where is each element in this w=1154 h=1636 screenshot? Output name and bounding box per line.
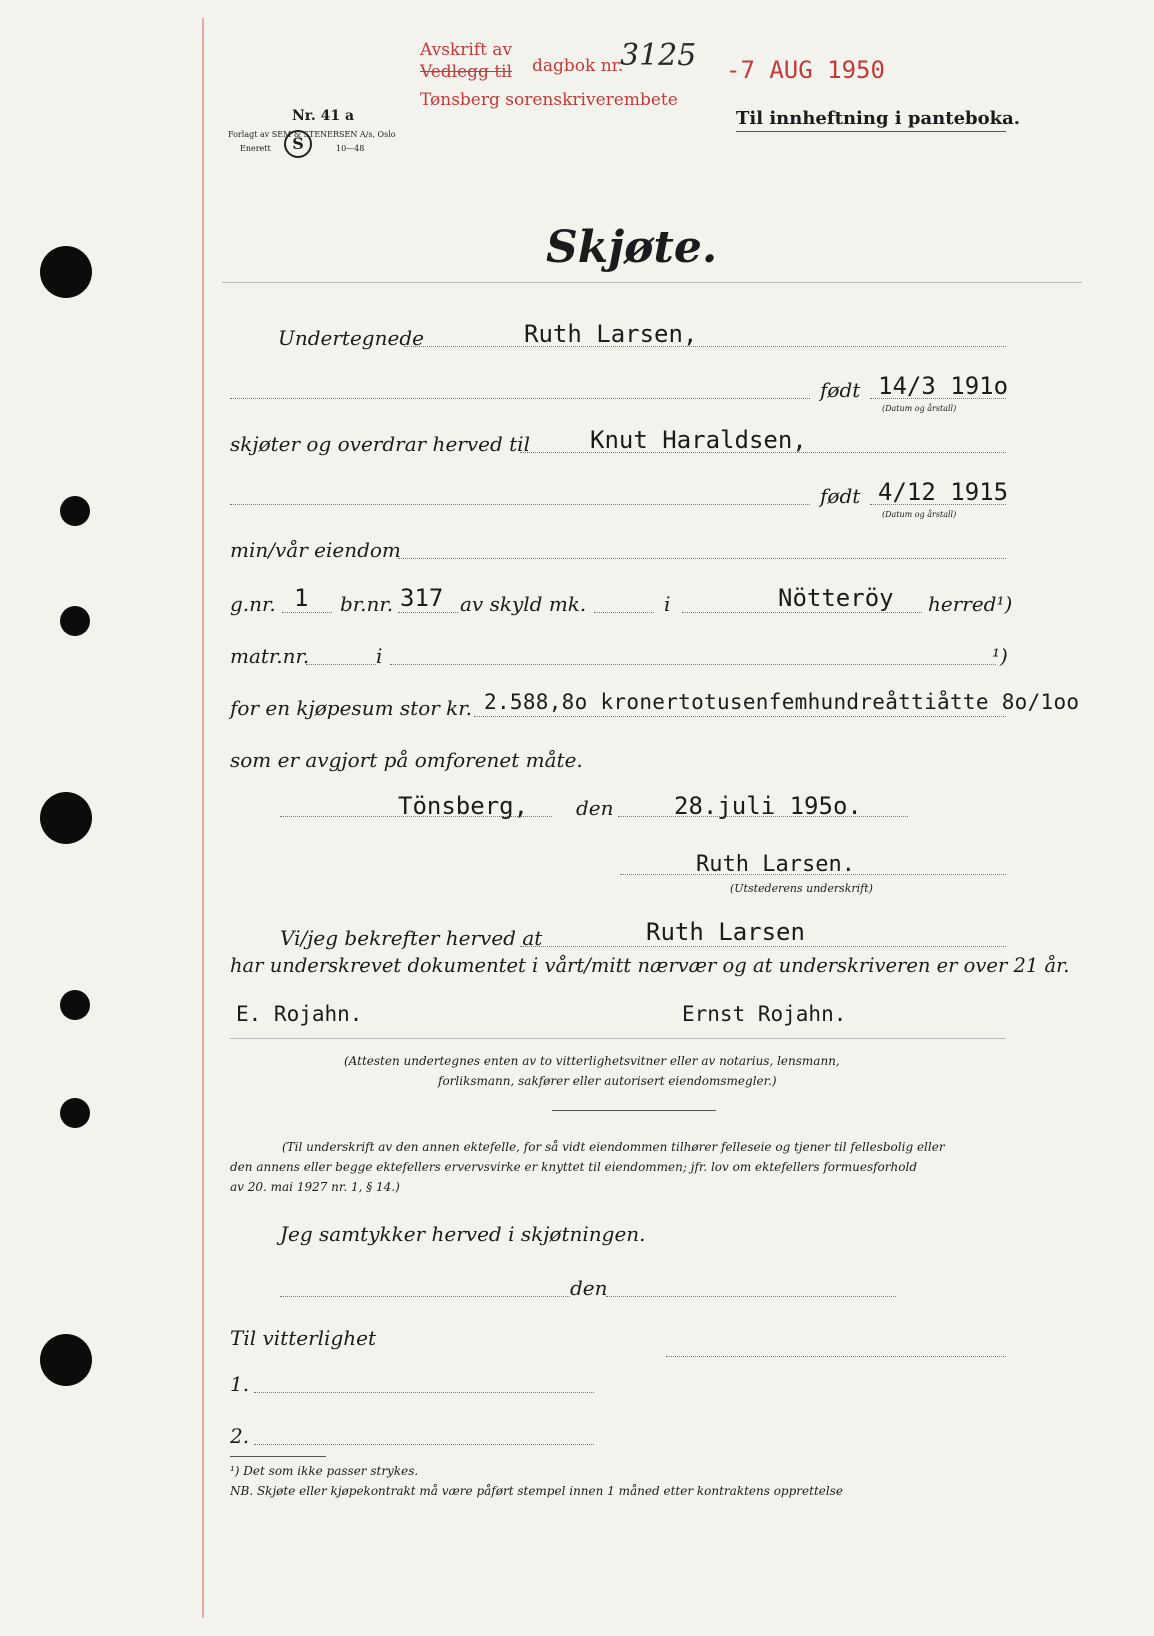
date-hint-2: (Datum og årstall)	[882, 510, 957, 519]
undersigned-line	[404, 346, 1006, 347]
matr-place-line	[390, 664, 996, 665]
witness-2: Ernst Rojahn.	[682, 1002, 847, 1026]
signature-hint: (Utstederens underskrift)	[730, 882, 873, 895]
transfer-label: skjøter og overdrar herved til	[230, 432, 530, 456]
witness-1-label: 1.	[230, 1372, 250, 1396]
i-label: i	[664, 592, 671, 616]
witness-1: E. Rojahn.	[236, 1002, 363, 1026]
matr-line	[306, 664, 376, 665]
date-hint-1: (Datum og årstall)	[882, 404, 957, 413]
settled-text: som er avgjort på omforenet måte.	[230, 748, 583, 772]
undersigned-value: Ruth Larsen,	[524, 320, 698, 348]
witness-heading: Til vitterlighet	[230, 1326, 377, 1350]
witness-2-label: 2.	[230, 1424, 250, 1448]
binder-hole	[60, 990, 90, 1020]
born-value-2: 4/12 1915	[878, 478, 1009, 506]
brnr-value: 317	[400, 584, 444, 612]
stamp-line2-struck: Vedlegg til	[420, 62, 513, 82]
price-label: for en kjøpesum stor kr.	[230, 696, 473, 720]
spouse-note-1: (Til underskrift av den annen ektefelle, for så vidt eiendommen tilhører felleseie og tjener til fellesbolig eller	[282, 1140, 945, 1154]
place-value: Tönsberg,	[398, 792, 529, 820]
binder-hole	[40, 792, 92, 844]
attest-note-2: forliksmann, sakfører eller autorisert eiendomsmegler.)	[438, 1074, 777, 1088]
attest-rule	[552, 1110, 716, 1111]
page-title: Skjøte.	[546, 222, 718, 273]
publisher-logo-icon: S	[284, 130, 312, 158]
spouse-note-3: av 20. mai 1927 nr. 1, § 14.)	[230, 1180, 400, 1194]
margin-line	[202, 18, 204, 1618]
matr-i-label: i	[376, 644, 383, 668]
herred-value: Nötteröy	[778, 584, 894, 612]
born-value-1: 14/3 191o	[878, 372, 1009, 400]
property-line	[398, 558, 1006, 559]
herred-label: herred¹)	[928, 592, 1013, 616]
witness-2-line	[254, 1444, 594, 1445]
publisher-line2: Enerett	[240, 144, 271, 153]
gnr-line	[282, 612, 332, 613]
herred-line	[682, 612, 922, 613]
attest-note-1: (Attesten undertegnes enten av to vitterlighetsvitner eller av notarius, lensmann,	[344, 1054, 840, 1068]
binder-hole	[60, 1098, 90, 1128]
footnote-2: NB. Skjøte eller kjøpekontrakt må være påført stempel innen 1 måned etter kontraktens opprettelse	[230, 1484, 843, 1498]
den2-label: den	[570, 1276, 608, 1300]
form-number: Nr. 41 a	[292, 108, 355, 124]
property-label: min/vår eiendom	[230, 538, 401, 562]
consent-date-line	[606, 1296, 896, 1297]
undersigned-label: Undertegnede	[278, 326, 424, 350]
confirm-line	[520, 946, 1006, 947]
filing-note: Til innheftning i panteboka.	[736, 108, 1021, 129]
signature-value: Ruth Larsen.	[696, 852, 855, 877]
gnr-value: 1	[294, 584, 309, 612]
binder-hole	[40, 1334, 92, 1386]
title-rule	[222, 282, 1082, 283]
spouse-note-2: den annens eller begge ektefellers ervervsvirke er knyttet til eiendommen; jfr. lov om ektefellers formuesforhold	[230, 1160, 917, 1174]
binder-hole	[60, 496, 90, 526]
confirm-label: Vi/jeg bekrefter herved at	[280, 926, 543, 950]
publisher-line1: Forlagt av SEM & STENERSEN A/s, Oslo	[228, 130, 396, 139]
witness-line	[230, 1038, 1006, 1039]
date-value: 28.juli 195o.	[674, 792, 862, 820]
stamp-line1b: dagbok nr.	[532, 56, 624, 76]
footnote-1: ¹) Det som ikke passer strykes.	[230, 1464, 419, 1478]
name-line-2	[230, 504, 810, 505]
stamp-line1a: Avskrift av	[420, 40, 513, 60]
stamp-line3: Tønsberg sorenskriverembete	[420, 90, 678, 110]
footnote-rule	[230, 1456, 326, 1457]
skyld-line	[594, 612, 654, 613]
confirm-text: har underskrevet dokumentet i vårt/mitt nærvær og at underskriveren er over 21 år.	[230, 954, 1070, 977]
binder-hole	[60, 606, 90, 636]
filing-note-underline	[736, 131, 1006, 132]
consent-place-line	[280, 1296, 570, 1297]
born-label-1: født	[820, 378, 861, 402]
stamp-date: -7 AUG 1950	[726, 56, 885, 84]
price-line	[474, 716, 1006, 717]
den-label: den	[576, 796, 614, 820]
matr-paren: ¹)	[992, 644, 1008, 668]
confirm-value: Ruth Larsen	[646, 918, 805, 946]
brnr-line	[398, 612, 458, 613]
consent-text: Jeg samtykker herved i skjøtningen.	[280, 1222, 646, 1246]
born-label-2: født	[820, 484, 861, 508]
gnr-label: g.nr.	[230, 592, 276, 616]
skyld-label: av skyld mk.	[460, 592, 587, 616]
matr-label: matr.nr.	[230, 644, 310, 668]
brnr-label: br.nr.	[340, 592, 394, 616]
consent-signature-line	[666, 1356, 1006, 1357]
stamp-number: 3125	[620, 38, 697, 73]
transfer-value: Knut Haraldsen,	[590, 426, 807, 454]
name-line-1	[230, 398, 810, 399]
witness-1-line	[254, 1392, 594, 1393]
price-value: 2.588,8o kronertotusenfemhundreåttiåtte 8o/1oo	[484, 690, 1080, 714]
binder-hole	[40, 246, 92, 298]
publisher-code: 10—48	[336, 144, 365, 153]
